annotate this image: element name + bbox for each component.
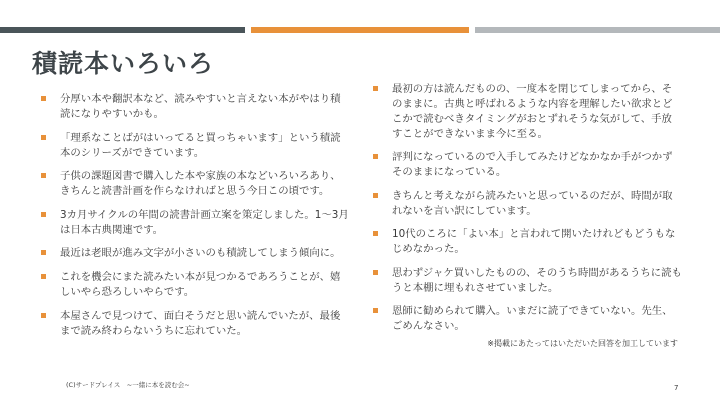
bullet-item — [372, 189, 682, 219]
bullet-text: 「理系なことばがはいってると買っちゃいます」という積読本のシリーズができています。 — [60, 131, 341, 159]
square-bullet-icon — [373, 270, 378, 275]
top-accent-bars — [0, 27, 720, 33]
bullet-text: 本屋さんで見つけて、面白そうだと思い読んでいたが、最後まで読み終わらないうちに忘れていた。 — [60, 309, 341, 337]
bullet-item — [40, 131, 350, 161]
bullet-item — [372, 266, 682, 296]
bullet-item — [40, 208, 350, 238]
square-bullet-icon — [41, 274, 46, 279]
square-bullet-icon — [41, 313, 46, 318]
bullet-text: きちんと考えながら読みたいと思っているのだが、時間が取れないを言い訳にしています。 — [392, 189, 673, 217]
bullet-text: 子供の課題図書で購入した本や家族の本などいろいろあり、きちんと読書計画を作らなければと思う今日この頃です。 — [60, 170, 341, 198]
bullet-item — [372, 150, 682, 180]
square-bullet-icon — [41, 212, 46, 217]
bullet-text: 分厚い本や翻訳本など、読みやすいと言えない本がやはり積読になりやすいかも。 — [60, 93, 341, 120]
right-bullet-list — [372, 82, 682, 342]
bullet-item — [40, 169, 350, 199]
square-bullet-icon — [41, 250, 46, 255]
bullet-text: 評判になっているので入手してみたけどなかなか手がつかずそのままになっている。 — [392, 151, 673, 179]
bullet-text: 思わずジャケ買いしたものの、そのうち時間があるうちに読もうと本棚に埋もれさせていました。 — [392, 266, 682, 294]
slide-title: 積読本いろいろ — [32, 49, 215, 78]
bullet-item — [372, 304, 682, 334]
bullet-item — [40, 92, 350, 122]
bullet-text: 最近は老眼が進み文字が小さいのも積読してしまう傾向に。 — [60, 247, 341, 260]
page-number: 7 — [674, 384, 679, 392]
accent-bar-gray — [475, 27, 720, 33]
square-bullet-icon — [373, 86, 378, 91]
disclaimer-note: ※掲載にあたってはいただいた回答を加工しています — [487, 339, 678, 348]
accent-bar-dark — [0, 27, 245, 33]
square-bullet-icon — [373, 193, 378, 198]
square-bullet-icon — [41, 96, 46, 101]
bullet-item — [372, 227, 682, 257]
footer-copyright: (C)サードプレイス ~一緒に本を読む会~ — [66, 381, 190, 389]
bullet-item — [40, 270, 350, 300]
square-bullet-icon — [41, 173, 46, 178]
square-bullet-icon — [373, 308, 378, 313]
accent-bar-orange — [251, 27, 469, 33]
square-bullet-icon — [41, 135, 46, 140]
bullet-text: これを機会にまた読みたい本が見つかるであろうことが、嬉しいやら恐ろしいやらです。 — [60, 270, 341, 298]
bullet-item — [40, 309, 350, 339]
bullet-text: 10代のころに「よい本」と言われて開いたけれどもどうもなじめなかった。 — [392, 228, 676, 256]
bullet-item — [40, 246, 350, 261]
bullet-text: 3カ月サイクルの年間の読書計画立案を策定しました。1〜3月は日本古典関連です。 — [60, 208, 349, 236]
square-bullet-icon — [373, 231, 378, 236]
bullet-item — [372, 82, 682, 142]
bullet-text: 最初の方は読んだものの、一度本を閉じてしまってから、そのままに。古典と呼ばれるような内容を理解したい欲求とどこかで読むべきタイミングがおとずれそうな気がして、手放すことができないまま今に至る。 — [392, 83, 673, 140]
square-bullet-icon — [373, 154, 378, 159]
bullet-text: 恩師に勧められて購入。いまだに読了できていない。先生、ごめんなさい。 — [392, 304, 673, 332]
left-bullet-list — [40, 92, 350, 347]
